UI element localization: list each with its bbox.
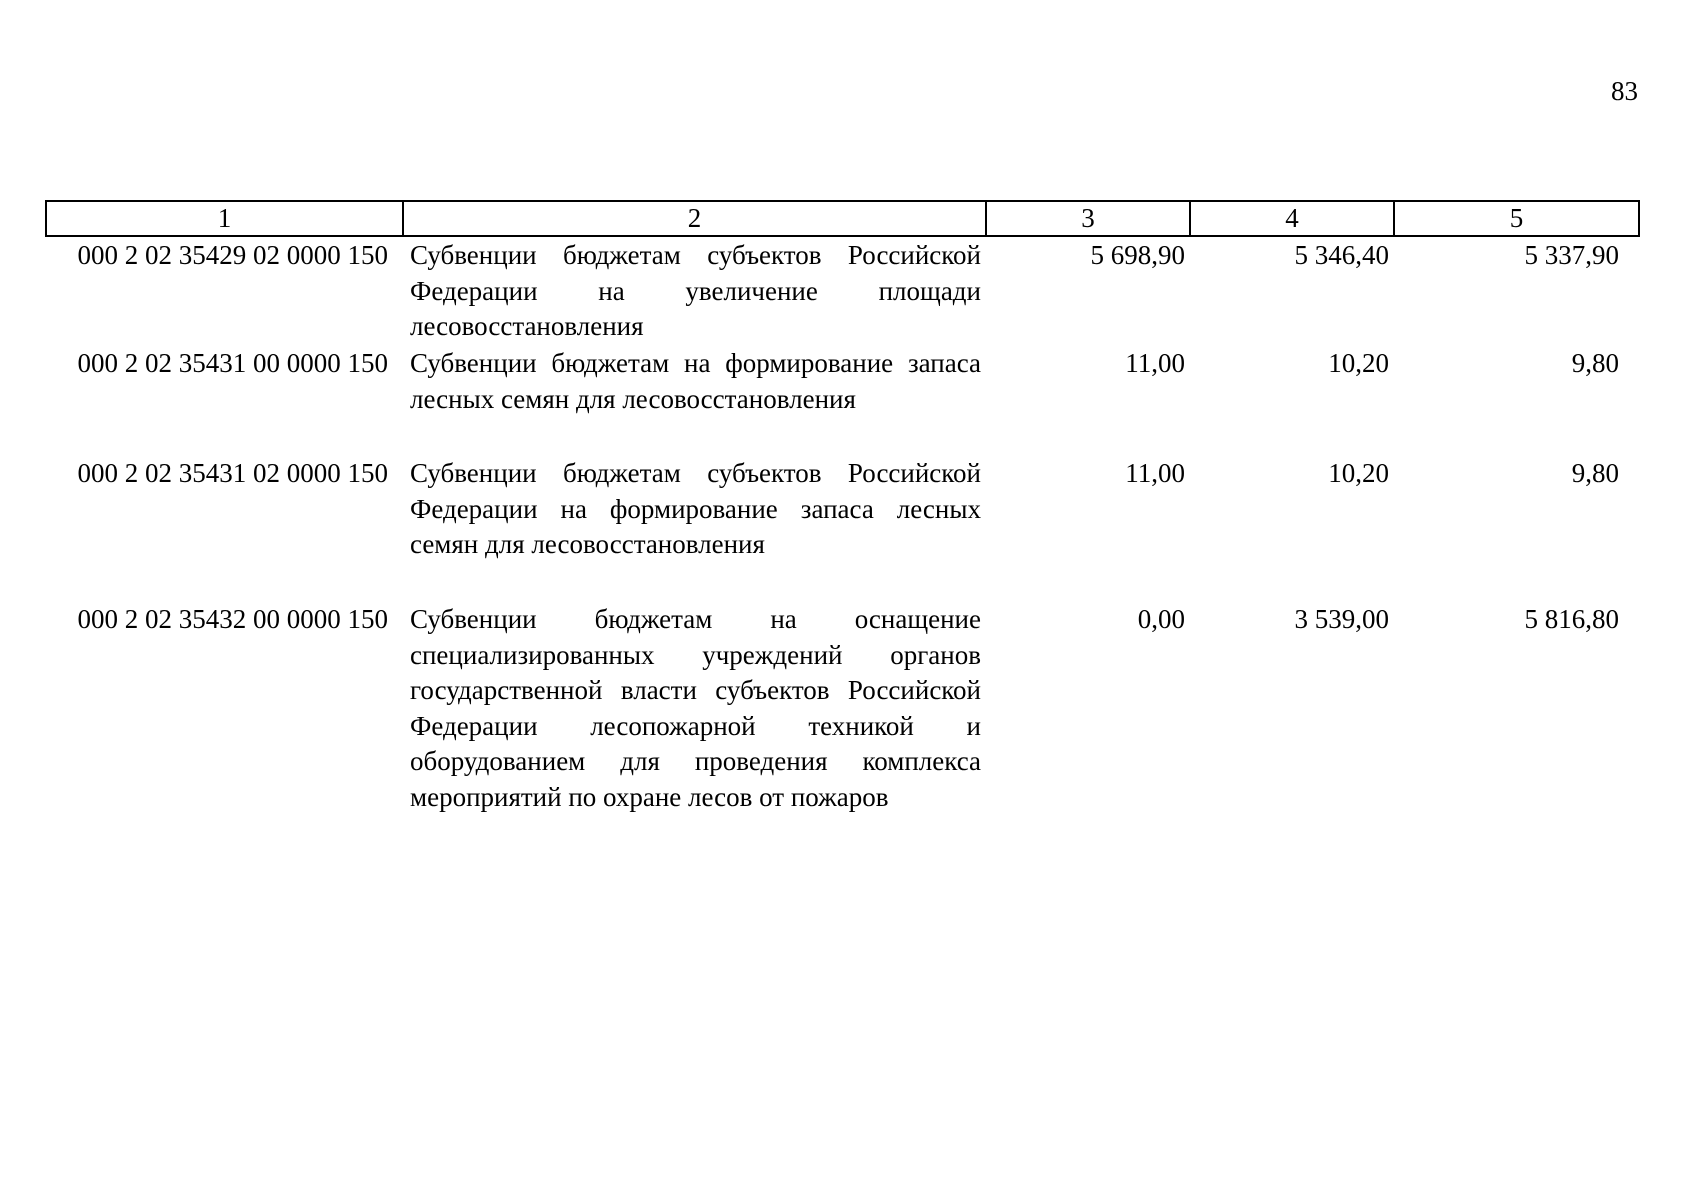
table-row xyxy=(46,346,1639,456)
header-col-4: 4 xyxy=(1190,201,1394,236)
budget-table xyxy=(45,200,1640,852)
table-row xyxy=(46,456,1639,602)
header-col-3: 3 xyxy=(986,201,1190,236)
row-code: 000 2 02 35429 02 0000 150 xyxy=(77,240,388,270)
row-value-col5: 5 337,90 xyxy=(1524,240,1619,270)
row-value-col3: 11,00 xyxy=(1125,458,1185,488)
row-code: 000 2 02 35432 00 0000 150 xyxy=(77,604,388,634)
header-row xyxy=(46,201,1639,236)
row-value-col4: 10,20 xyxy=(1328,458,1389,488)
row-value-col5: 9,80 xyxy=(1571,348,1619,378)
page-number: 83 xyxy=(1611,76,1638,106)
row-code: 000 2 02 35431 00 0000 150 xyxy=(77,348,388,378)
row-value-col3: 5 698,90 xyxy=(1090,240,1185,270)
row-value-col4: 3 539,00 xyxy=(1294,604,1389,634)
row-description: Субвенции бюджетам на формирование запаса лесных семян для лесовосстановления xyxy=(410,348,981,414)
table-body xyxy=(46,236,1639,852)
table-row xyxy=(46,602,1639,852)
row-value-col5: 9,80 xyxy=(1571,458,1619,488)
header-col-5: 5 xyxy=(1394,201,1639,236)
row-code: 000 2 02 35431 02 0000 150 xyxy=(77,458,388,488)
row-value-col4: 10,20 xyxy=(1328,348,1389,378)
header-col-1: 1 xyxy=(46,201,403,236)
row-value-col3: 11,00 xyxy=(1125,348,1185,378)
table-header xyxy=(46,201,1639,236)
header-col-2: 2 xyxy=(403,201,986,236)
table-row xyxy=(46,236,1639,346)
row-value-col3: 0,00 xyxy=(1137,604,1185,634)
row-value-col5: 5 816,80 xyxy=(1524,604,1619,634)
row-value-col4: 5 346,40 xyxy=(1294,240,1389,270)
row-description: Субвенции бюджетам на оснащение специализированных учреждений органов государственной власти субъектов Российской Федерации лесопожарной техникой и оборудованием для проведения комплекса мероприятий по охране лесов от пожаров xyxy=(410,604,981,812)
row-description: Субвенции бюджетам субъектов Российской Федерации на увеличение площади лесовосстановления xyxy=(410,240,981,341)
row-description: Субвенции бюджетам субъектов Российской Федерации на формирование запаса лесных семян для лесовосстановления xyxy=(410,458,981,559)
